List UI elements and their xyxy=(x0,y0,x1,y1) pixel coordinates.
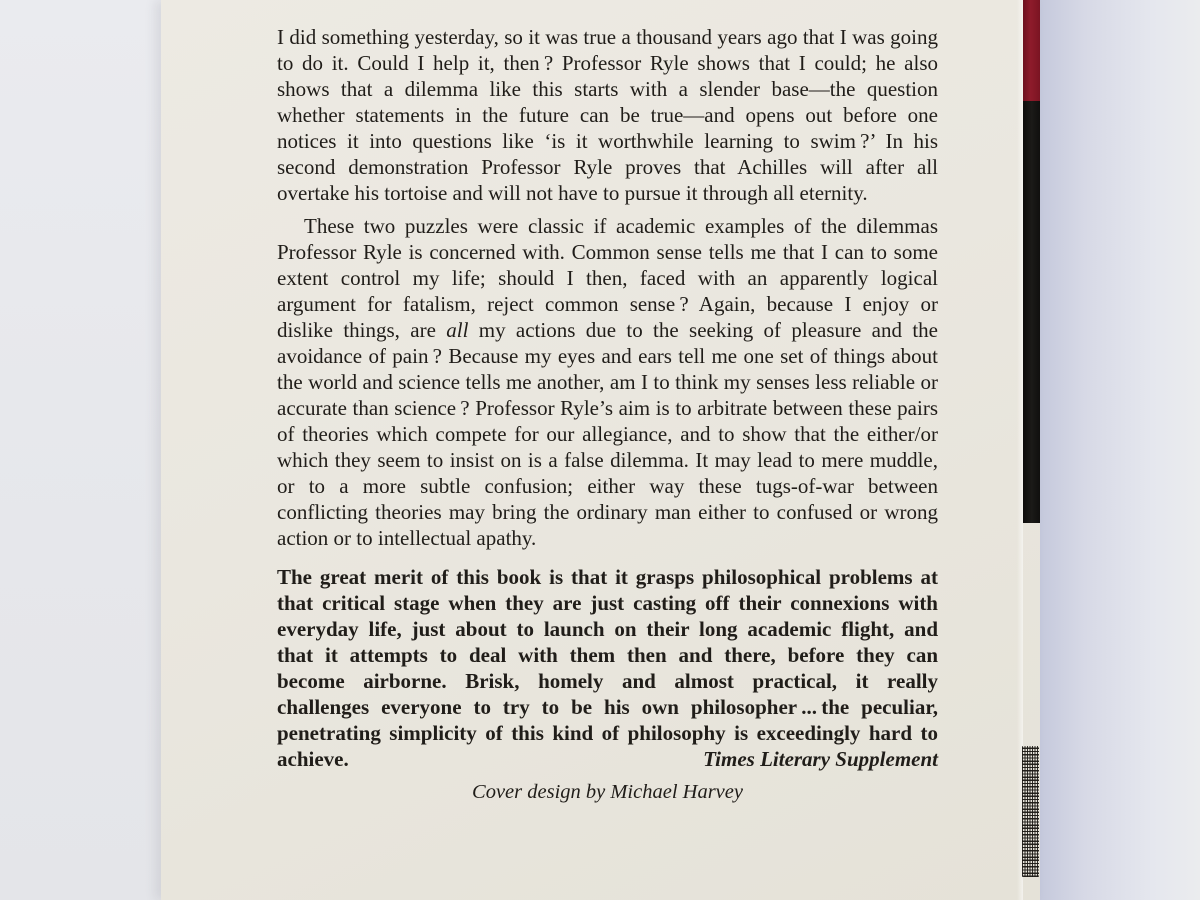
review-quote-final-word: achieve. xyxy=(277,747,349,771)
backdrop-right-shadow xyxy=(1040,0,1200,900)
cover-design-credit: Cover design by Michael Harvey xyxy=(472,781,743,803)
blurb-text-block xyxy=(277,24,938,806)
review-attribution: Times Literary Supplement xyxy=(703,747,938,771)
spine-red-band xyxy=(1023,0,1040,101)
review-quote-final-line xyxy=(277,746,938,772)
italic-word-all: all xyxy=(446,318,469,342)
blurb-paragraph-2-text-after: my actions due to the seeking of pleasure and the avoidance of pain ? Because my eyes and ears tell me one set of things about the world and science tells me another, am I to think my senses less reliable or accurate than science ? Professor Ryle’s aim is to arbitrate between these pairs of theories which compete for our allegiance, and to show that the either/or which they seem to insist on is a false dilemma. It may lead to mere muddle, or to a more subtle confusion; either way these tugs-of-war between conflicting theories may bring the ordinary man either to confused or wrong action or to intellectual apathy. xyxy=(277,318,938,550)
jacket-microtext-block xyxy=(1022,746,1039,877)
spine-black-band xyxy=(1023,101,1040,523)
review-quote-body: The great merit of this book is that it grasps philosophical problems at that critical stage when they are just casting off their connexions with everyday life, just about to launch on their long academic flight, and that it attempts to deal with them then and there, before they can become airborne. Brisk, homely and almost practical, it really challenges everyone to try to be his own philosopher ... the peculiar, penetrating simplicity of this kind of philosophy is exceedingly hard to xyxy=(277,565,938,745)
backdrop-left xyxy=(0,0,161,900)
blurb-paragraph-2-text-before: These two puzzles were classic if academic examples of the dilemmas Professor Ryle is concerned with. Common sense tells me that I can to some extent control my life; should I then, faced with an apparently logical argument for fatalism, reject common sense ? Again, because I enjoy or dislike things, are xyxy=(277,214,938,342)
blurb-paragraph-2 xyxy=(277,213,938,551)
blurb-paragraph-1: I did something yesterday, so it was true a thousand years ago that I was going to do it. Could I help it, then ? Professor Ryle shows that I could; he also shows that a dilemma like this starts with a slender base—the question whether statements in the future can be true—and opens out before one notices it into questions like ‘is it worthwhile learning to swim ?’ In his second demonstration Professor Ryle proves that Achilles will after all overtake his tortoise and will not have to pursue it through all eternity. xyxy=(277,25,938,205)
book-cover xyxy=(161,0,1040,900)
